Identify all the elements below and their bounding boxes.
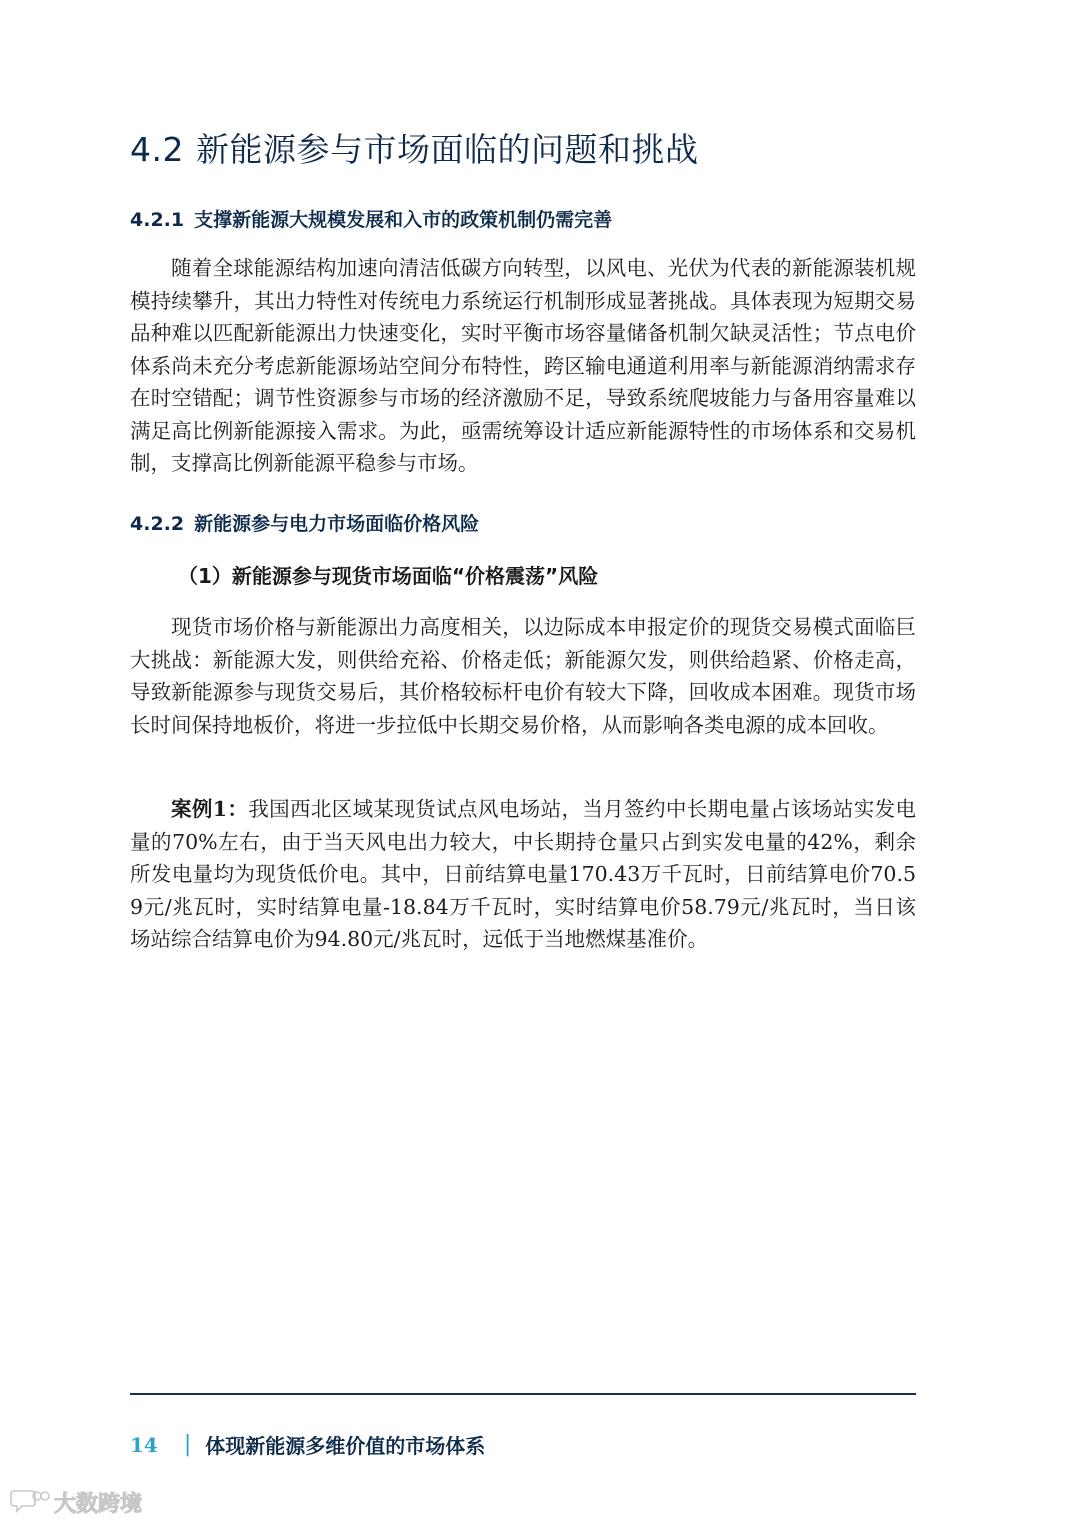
subsection-2-paragraph: 现货市场价格与新能源出力高度相关，以边际成本申报定价的现货交易模式面临巨大挑战：新能源大发，则供给充裕、价格走低；新能源欠发，则供给趋紧、价格走高，导致新能源参与现货交易后，其价格较标杆电价有较大下降，回收成本困难。现货市场长时间保持地板价，将进一步拉低中长期交易价格，从而影响各类电源的成本回收。 [130, 615, 916, 737]
item-1-heading: （1）新能源参与现货市场面临“价格震荡”风险 [178, 564, 599, 588]
watermark-text: 大数跨境 [54, 1492, 143, 1517]
subsection-1-number: 4.2.1 [130, 209, 185, 231]
section-title-text: 新能源参与市场面临的问题和挑战 [195, 130, 699, 169]
page-footer [130, 1430, 485, 1459]
case-paragraph [130, 793, 916, 956]
case-label: 案例1： [171, 797, 249, 821]
subsection-2-title: 新能源参与电力市场面临价格风险 [194, 513, 480, 535]
subsection-1-heading [130, 205, 612, 232]
subsection-1-paragraph: 随着全球能源结构加速向清洁低碳方向转型，以风电、光伏为代表的新能源装机规模持续攀升，其出力特性对传统电力系统运行机制形成显著挑战。具体表现为短期交易品种难以匹配新能源出力快速变化，实时平衡市场容量储备机制欠缺灵活性；节点电价体系尚未充分考虑新能源场站空间分布特性，跨区输电通道利用率与新能源消纳需求存在时空错配；调节性资源参与市场的经济激励不足，导致系统爬坡能力与备用容量难以满足高比例新能源接入需求。为此，亟需统筹设计适应新能源特性的市场体系和交易机制，支撑高比例新能源平稳参与市场。 [130, 256, 916, 475]
chat-bubble-icon [10, 1488, 50, 1518]
footer-title: 体现新能源多维价值的市场体系 [205, 1434, 486, 1458]
page-number: 14 [130, 1432, 158, 1457]
section-number: 4.2 [130, 130, 184, 169]
case-text: 我国西北区域某现货试点风电场站，当月签约中长期电量占该场站实发电量的70%左右，由于当天风电出力较大，中长期持仓量只占到实发电量的42%，剩余所发电量均为现货低价电。其中，日前结算电量170.43万千瓦时，日前结算电价70.59元/兆瓦时，实时结算电量-18.84万千瓦时，实时结算电价58.79元/兆瓦时，当日该场站综合结算电价为94.80元/兆瓦时，远低于当地燃煤基准价。 [130, 797, 917, 951]
subsection-2-number: 4.2.2 [130, 513, 185, 535]
watermark [10, 1487, 142, 1518]
section-title [130, 124, 698, 171]
subsection-2-heading [130, 509, 479, 536]
subsection-1-title: 支撑新能源大规模发展和入市的政策机制仍需完善 [194, 209, 613, 231]
footer-separator: | [183, 1432, 192, 1457]
footer-rule [130, 1393, 916, 1395]
